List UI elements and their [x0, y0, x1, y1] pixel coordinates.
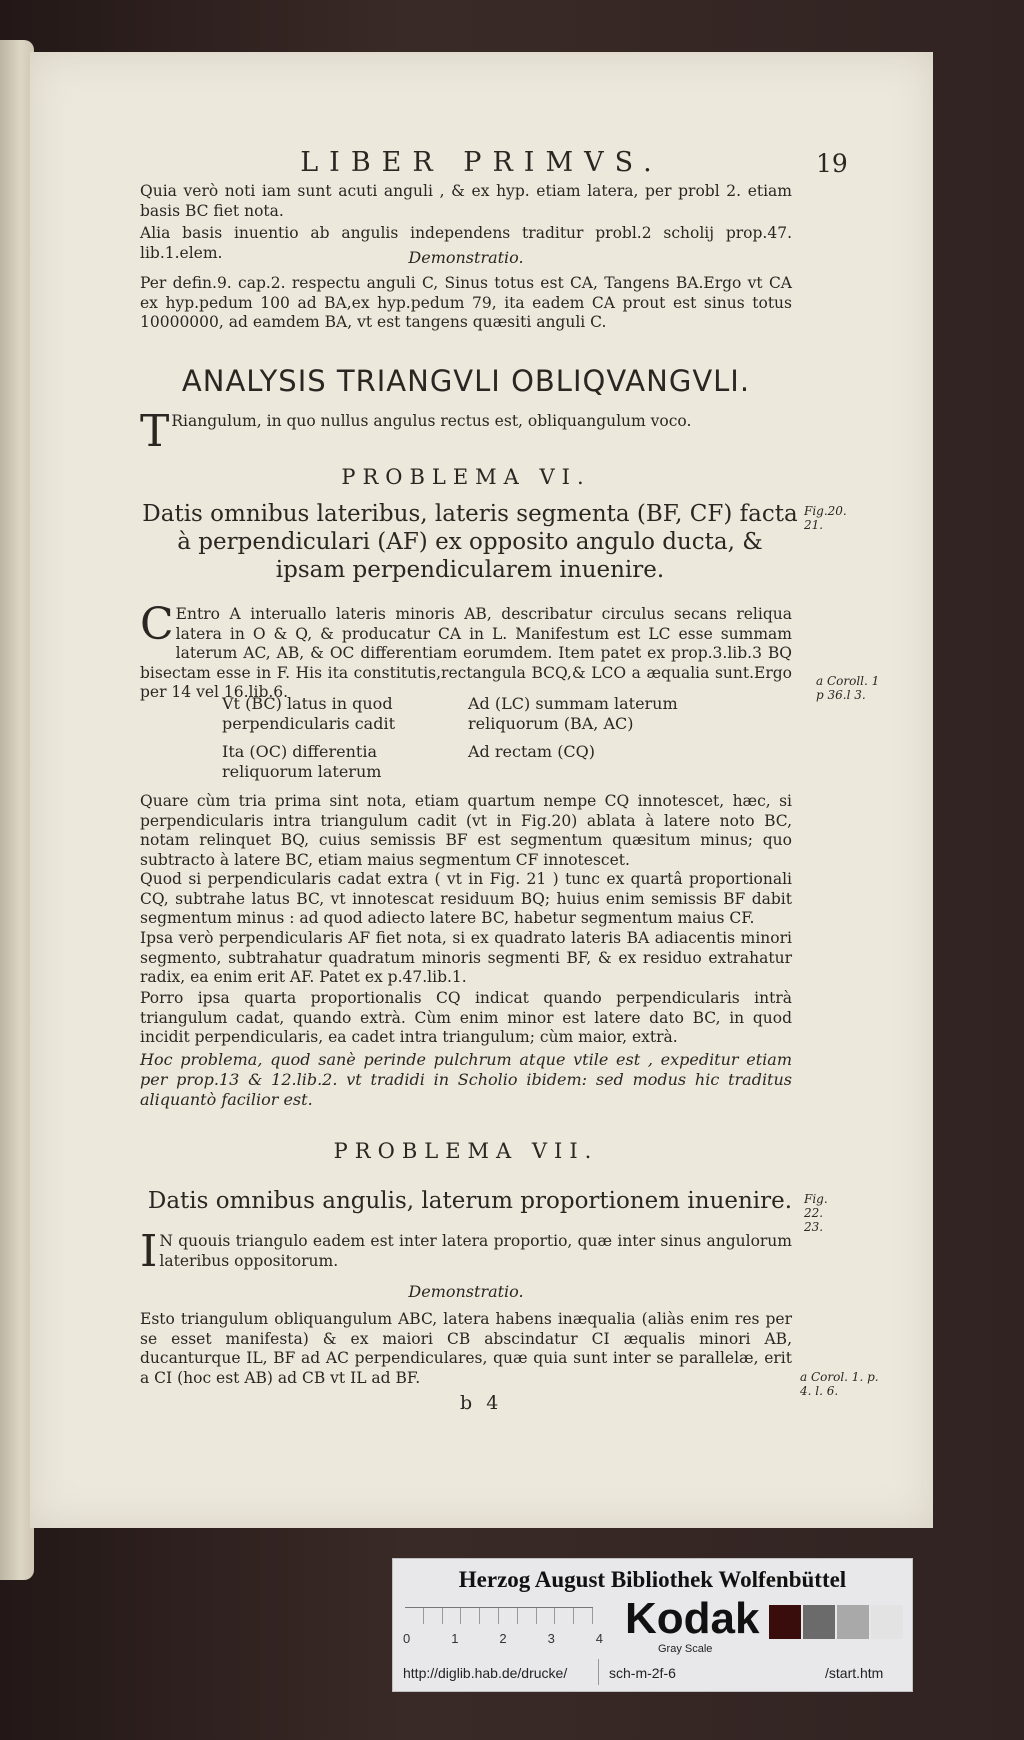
gray-swatch-white [871, 1605, 903, 1639]
proportion-cell-1: Vt (BC) latus in quod perpendicularis cadit [222, 694, 396, 733]
margin-note-fig-22-23: Fig. 22. 23. [804, 1192, 828, 1234]
problema-vii-heading: PROBLEMA VII. [333, 1139, 599, 1163]
signature-mark: b 4 [460, 1392, 503, 1414]
color-calibration-strip [392, 1558, 913, 1692]
paragraph-12: Esto triangulum obliquangulum ABC, latera habens inæqualia (aliàs enim res per se esset manifesta) & ex maiori CB abscindatur CI æqualis minori AB, ducanturque IL, BF ad AC perpendiculares, quæ quia sunt inter se parallelæ, erit a CI (hoc est AB) ad CB vt IL ad BF. [140, 1310, 792, 1387]
problema-vi-heading: PROBLEMA VI. [341, 465, 591, 489]
paragraph-1: Quia verò noti iam sunt acuti anguli , & ex hyp. etiam latera, per probl 2. etiam basis BC fiet nota. [140, 182, 792, 220]
paragraph-11 [140, 1226, 792, 1277]
problema-vii-statement: Datis omnibus angulis, laterum proportionem inuenire. [147, 1188, 793, 1214]
gray-scale-label: Gray Scale [658, 1643, 713, 1655]
proportion-cell-2: Ad (LC) summam laterum reliquorum (BA, AC) [468, 694, 678, 733]
paragraph-4 [140, 406, 792, 457]
demonstratio-heading-2: Demonstratio. [408, 1282, 524, 1301]
proportion-cell-3: Ita (OC) differentia reliquorum laterum [222, 742, 382, 781]
paragraph-3: Per defin.9. cap.2. respectu anguli C, Sinus totus est CA, Tangens BA.Ergo vt CA ex hyp.pedum 100 ad BA,ex hyp.pedum 79, ita eadem CA prout est sinus totus 10000000, ad eamdem BA, vt est tangens quæsiti anguli C. [140, 274, 792, 331]
scale-number: 3 [547, 1631, 555, 1646]
paragraph-2: Alia basis inuentio ab angulis independens traditur probl.2 scholij prop.47. lib.1.elem. [140, 224, 792, 262]
gray-swatch-light [837, 1605, 869, 1639]
margin-note-fig-20-21: Fig.20. 21. [804, 504, 847, 532]
drop-cap-i: I [140, 1226, 158, 1277]
demonstratio-heading-1: Demonstratio. [408, 248, 524, 267]
analysis-heading: ANALYSIS TRIANGVLI OBLIQVANGVLI. [181, 364, 751, 398]
drop-cap-c: C [140, 599, 174, 650]
scale-number: 0 [403, 1631, 411, 1646]
scale-number: 1 [451, 1631, 459, 1646]
paragraph-11-text: N quouis triangulo eadem est inter latera proportio, quæ inter sinus angulorum lateribus oppositorum. [159, 1232, 792, 1270]
paragraph-4-text: Riangulum, in quo nullus angulus rectus est, obliquangulum voco. [171, 412, 692, 430]
gray-swatch-mid [803, 1605, 835, 1639]
proportion-cell-4: Ad rectam (CQ) [468, 742, 596, 761]
paragraph-7: Quod si perpendicularis cadat extra ( vt in Fig. 21 ) tunc ex quartâ proportionali CQ, subtrahe latus BC, vt innotescat residuum BQ; huius enim semissis BF dabit segmentum minus : ad quod adiecto latere BC, habetur segmentum maius CF. [140, 870, 792, 927]
problema-vi-statement: Datis omnibus lateribus, lateris segmenta (BF, CF) facta à perpendiculari (AF) ex opposito angulo ducta, & ipsam perpendicularem inuenire. [142, 501, 798, 583]
paragraph-9: Porro ipsa quarta proportionalis CQ indicat quando perpendicularis intrà triangulum cadat, quando extrà. Cùm enim minor est latere dato BC, in quod incidit perpendicularis, ea cadet intra triangulum; cùm maior, extrà. [140, 989, 792, 1046]
paragraph-6: Quare cùm tria prima sint nota, etiam quartum nempe CQ innotescet, hæc, si perpendicularis intra triangulum cadit (vt in Fig.20) ablata à latere noto BC, notam relinquet BQ, cuius semissis BF est segmentum quæsitum minus; quo subtracto à latere BC, etiam maius segmentum CF innotescet. [140, 792, 792, 869]
kodak-logo: Kodak [625, 1594, 760, 1643]
paragraph-5-text: Entro A interuallo lateris minoris AB, describatur circulus secans reliqua latera in O & Q, & producatur CA in L. Manifestum est LC esse summam laterum AC, AB, & OC differentiam eorumdem. Item patet ex prop.3.lib.3 BQ bisectam esse in F. His ita constitutis,rectangula BCQ,& LCO a æqualia sunt.Ergo per 14 vel 16.lib.6. [140, 605, 792, 701]
page-number: 19 [816, 149, 848, 178]
paragraph-5 [140, 599, 792, 703]
running-header: LIBER PRIMVS. [300, 147, 663, 178]
paragraph-10: Hoc problema, quod sanè perinde pulchrum atque vtile est , expeditur etiam per prop.13 & 12.lib.2. vt tradidi in Scholio ibidem: sed modus hic traditus aliquantò facilior est. [140, 1050, 792, 1109]
scale-number: 4 [595, 1631, 603, 1646]
url-prefix: http://diglib.hab.de/drucke/ [403, 1665, 568, 1681]
scale-number: 2 [499, 1631, 507, 1646]
margin-note-coroll: a Coroll. 1 p 36.l 3. [816, 674, 880, 702]
measurement-scale [405, 1607, 593, 1628]
margin-note-corol: a Corol. 1. p. 4. l. 6. [800, 1370, 879, 1398]
paragraph-8: Ipsa verò perpendicularis AF fiet nota, si ex quadrato lateris BA adiacentis minori segmento, subtrahatur quadratum minoris segmenti BF, & ex residuo extrahatur radix, ea enim erit AF. Patet ex p.47.lib.1. [140, 929, 792, 986]
book-page [30, 52, 933, 1528]
library-name: Herzog August Bibliothek Wolfenbüttel [458, 1567, 847, 1592]
facing-page-edge [0, 40, 34, 1580]
gray-swatch-dark [769, 1605, 801, 1639]
url-separator [598, 1659, 599, 1685]
drop-cap-t: T [140, 406, 170, 457]
url-shelfmark: sch-m-2f-6 [609, 1665, 676, 1681]
scale-numbers [403, 1631, 603, 1646]
url-suffix: /start.htm [825, 1665, 884, 1681]
